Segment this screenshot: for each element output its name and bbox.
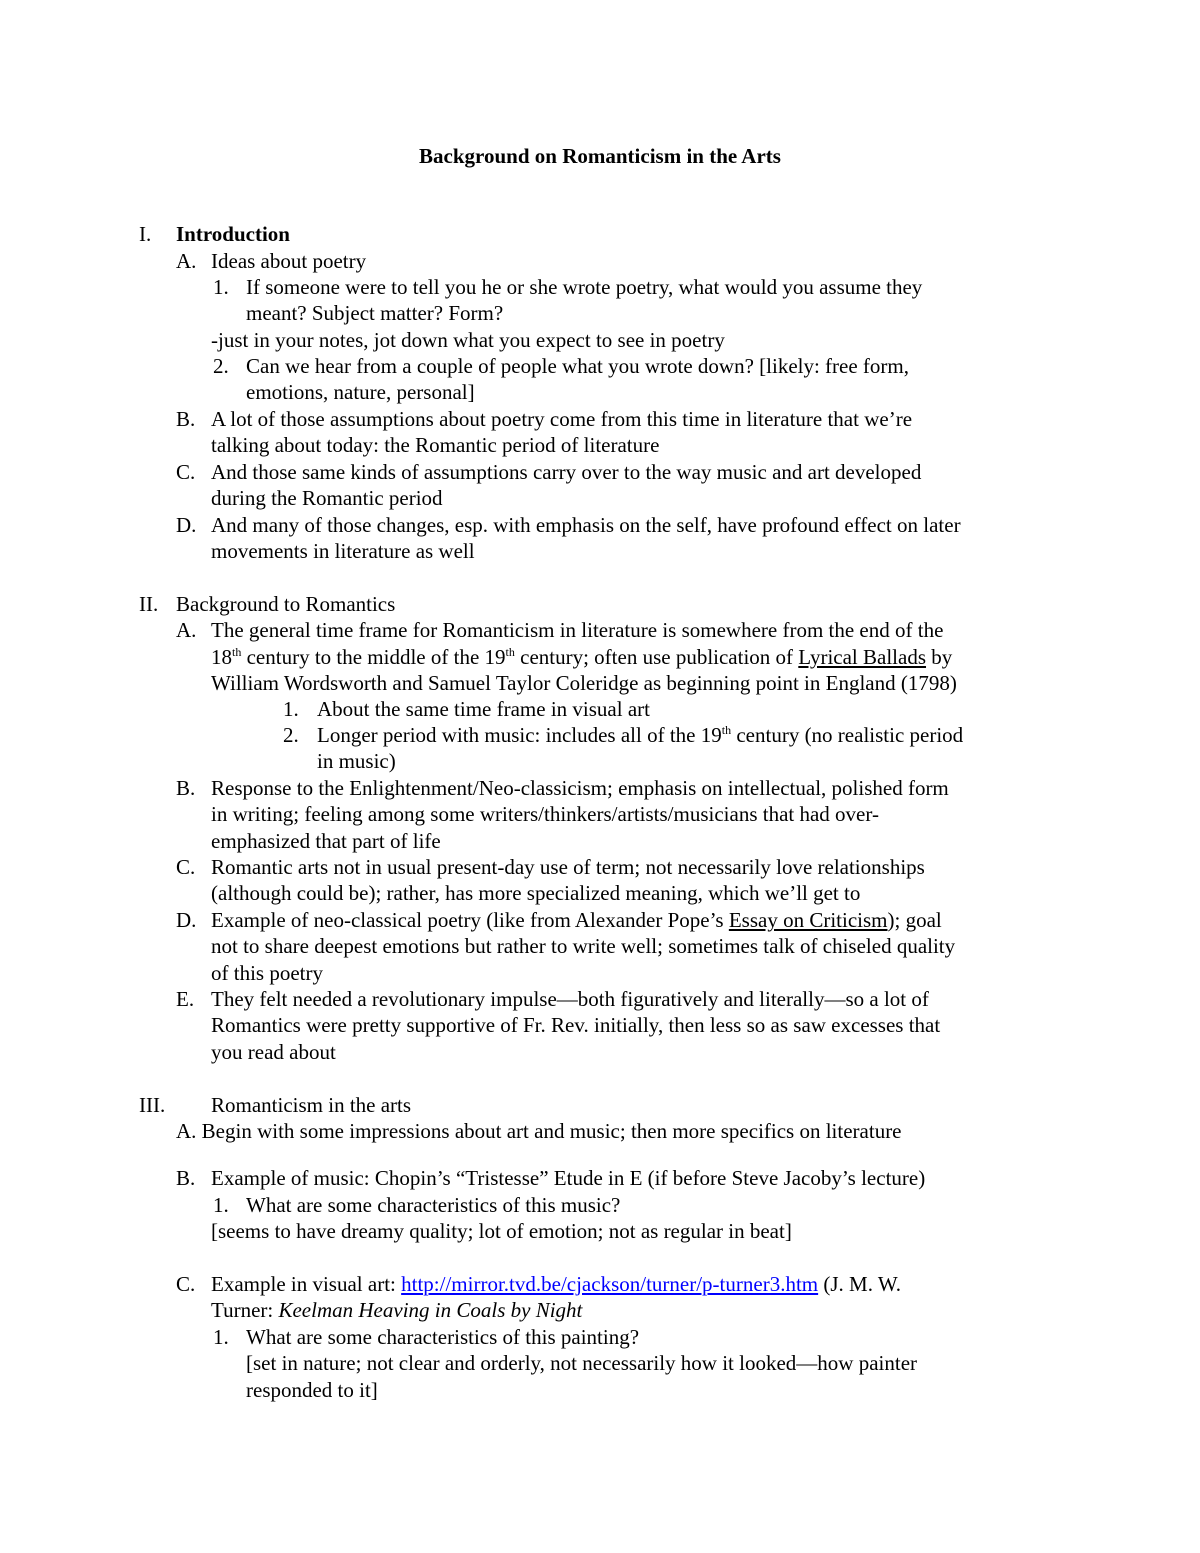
s2-a2-marker: 2.	[283, 723, 299, 747]
s2-b-marker: B.	[176, 776, 196, 800]
s2-a1-marker: 1.	[283, 697, 299, 721]
lyrical-ballads-title: Lyrical Ballads	[798, 645, 927, 669]
s1-d-line2: movements in literature as well	[211, 539, 475, 563]
s3-b1-text: What are some characteristics of this music?	[246, 1193, 621, 1217]
s1-d-line1: And many of those changes, esp. with emphasis on the self, have profound effect on later	[211, 513, 961, 537]
s1-a2-marker: 2.	[213, 354, 229, 378]
s2-d-line1: Example of neo-classical poetry (like from Alexander Pope’s Essay on Criticism); goal	[211, 908, 942, 932]
s1-a1-line2: meant? Subject matter? Form?	[246, 301, 504, 325]
section-3-number: III.	[139, 1093, 166, 1117]
s3-c-line1: Example in visual art: http://mirror.tvd.be/cjackson/turner/p-turner3.htm (J. M. W.	[211, 1272, 901, 1296]
s2-d-line3: of this poetry	[211, 961, 323, 985]
s2-b-line3: emphasized that part of life	[211, 829, 441, 853]
s3-c1-text: What are some characteristics of this painting?	[246, 1325, 640, 1349]
s1-c-line1: And those same kinds of assumptions carry over to the way music and art developed	[211, 460, 922, 484]
s1-a2-line1: Can we hear from a couple of people what you wrote down? [likely: free form,	[246, 354, 910, 378]
essay-on-criticism-title: Essay on Criticism	[728, 908, 888, 932]
s3-b1-marker: 1.	[213, 1193, 229, 1217]
s2-e-line3: you read about	[211, 1040, 336, 1064]
s2-d-line2: not to share deepest emotions but rather to write well; sometimes talk of chiseled quality	[211, 934, 956, 958]
s3-b-text: Example of music: Chopin’s “Tristesse” Etude in E (if before Steve Jacoby’s lecture)	[211, 1166, 926, 1190]
s3-c-line2: Turner: Keelman Heaving in Coals by Night	[211, 1298, 583, 1322]
s1-b-line2: talking about today: the Romantic period of literature	[211, 433, 660, 457]
s1-b-marker: B.	[176, 407, 196, 431]
s2-a2-line1: Longer period with music: includes all of the 19th century (no realistic period	[317, 723, 964, 747]
section-2-number: II.	[139, 592, 159, 616]
s3-b-marker: B.	[176, 1166, 196, 1190]
s2-a-line1: The general time frame for Romanticism in literature is somewhere from the end of the	[211, 618, 944, 642]
s2-e-marker: E.	[176, 987, 195, 1011]
s2-d-marker: D.	[176, 908, 197, 932]
s2-a-line2: 18th century to the middle of the 19th century; often use publication of Lyrical Ballads by	[211, 645, 953, 669]
s2-c-marker: C.	[176, 855, 196, 879]
s1-a-text: Ideas about poetry	[211, 249, 367, 273]
s1-a1-line1: If someone were to tell you he or she wrote poetry, what would you assume they	[246, 275, 923, 299]
s2-a2-line2: in music)	[317, 749, 396, 773]
s1-c-marker: C.	[176, 460, 196, 484]
s1-b-line1: A lot of those assumptions about poetry come from this time in literature that we’re	[211, 407, 913, 431]
section-2-heading: Background to Romantics	[176, 592, 396, 616]
s1-d-marker: D.	[176, 513, 197, 537]
s2-c-line2: (although could be); rather, has more specialized meaning, which we’ll get to	[211, 881, 861, 905]
turner-painting-link[interactable]: http://mirror.tvd.be/cjackson/turner/p-turner3.htm	[401, 1272, 819, 1296]
s1-a-marker: A.	[176, 249, 197, 273]
s2-e-line1: They felt needed a revolutionary impulse—both figuratively and literally—so a lot of	[211, 987, 929, 1011]
s2-b-line1: Response to the Enlightenment/Neo-classicism; emphasis on intellectual, polished form	[211, 776, 949, 800]
s1-a1-marker: 1.	[213, 275, 229, 299]
section-3-heading: Romanticism in the arts	[211, 1093, 412, 1117]
s3-c-note-line2: responded to it]	[246, 1378, 378, 1402]
s3-c-note-line1: [set in nature; not clear and orderly, not necessarily how it looked—how painter	[246, 1351, 918, 1375]
s1-c-line2: during the Romantic period	[211, 486, 443, 510]
section-1-number: I.	[139, 222, 152, 246]
s2-a-line3: William Wordsworth and Samuel Taylor Coleridge as beginning point in England (1798)	[211, 671, 957, 695]
painting-title: Keelman Heaving in Coals by Night	[278, 1298, 583, 1322]
s2-a-marker: A.	[176, 618, 197, 642]
s3-c1-marker: 1.	[213, 1325, 229, 1349]
s2-a1-text: About the same time frame in visual art	[317, 697, 650, 721]
s3-b-note: [seems to have dreamy quality; lot of emotion; not as regular in beat]	[211, 1219, 792, 1243]
s3-a-text: A. Begin with some impressions about art and music; then more specifics on literature	[176, 1119, 902, 1143]
section-1-heading: Introduction	[176, 222, 290, 246]
page-title: Background on Romanticism in the Arts	[419, 144, 781, 168]
s1-note: -just in your notes, jot down what you expect to see in poetry	[211, 328, 725, 352]
s2-c-line1: Romantic arts not in usual present-day use of term; not necessarily love relationships	[211, 855, 925, 879]
s1-a2-line2: emotions, nature, personal]	[246, 380, 475, 404]
s2-b-line2: in writing; feeling among some writers/thinkers/artists/musicians that had over-	[211, 802, 879, 826]
s2-e-line2: Romantics were pretty supportive of Fr. Rev. initially, then less so as saw excesses that	[211, 1013, 941, 1037]
s3-c-marker: C.	[176, 1272, 196, 1296]
